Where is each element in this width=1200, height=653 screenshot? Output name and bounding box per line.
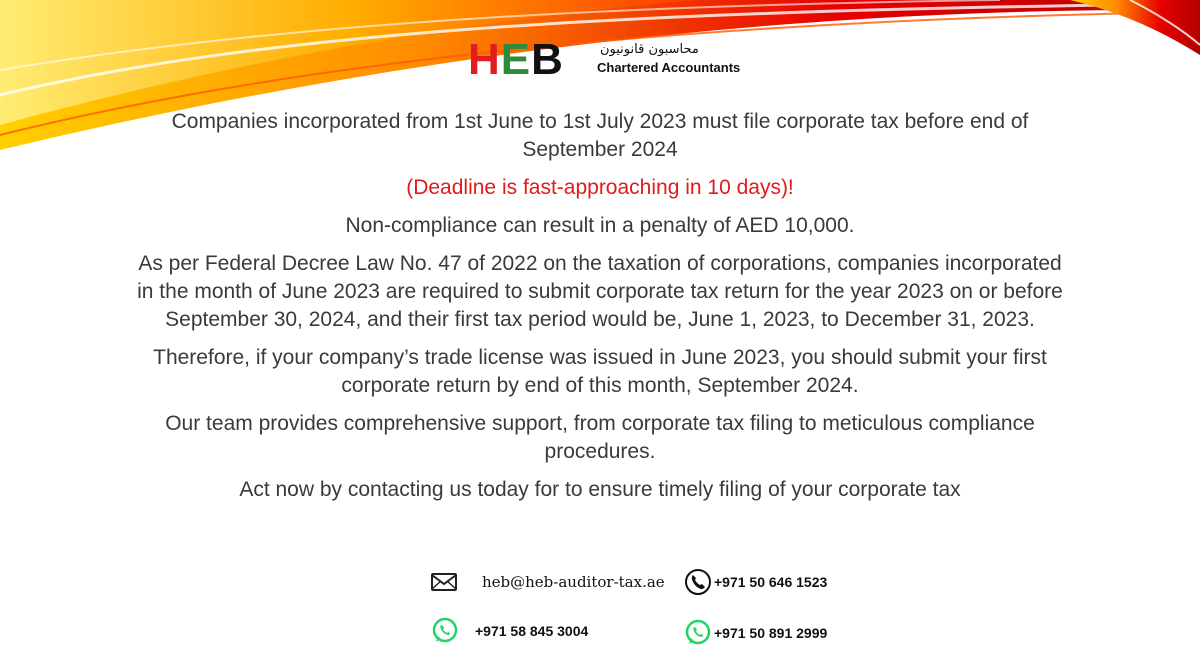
- logo-mark: [468, 35, 564, 84]
- logo-letter-b: B: [531, 35, 564, 84]
- whatsapp-number-2: +971 50 891 2999: [714, 625, 828, 641]
- penalty-note: Non-compliance can result in a penalty of AED 10,000.: [345, 214, 855, 237]
- whatsapp-contact-1[interactable]: [431, 617, 588, 645]
- logo-letter-h: H: [468, 35, 501, 84]
- logo-subtitle: Chartered Accountants: [597, 60, 741, 75]
- whatsapp-number-1: +971 58 845 3004: [475, 623, 589, 639]
- envelope-icon: [430, 568, 458, 596]
- heb-logo: [468, 35, 768, 84]
- logo-letter-e: E: [500, 35, 532, 84]
- whatsapp-contact-2[interactable]: [684, 619, 827, 647]
- email-address: heb@heb-auditor-tax.ae: [482, 573, 665, 591]
- headline: Companies incorporated from 1st June to 1st July 2023 must file corporate tax before end of September 2024: [171, 110, 1029, 161]
- email-contact[interactable]: [430, 568, 665, 596]
- law-paragraph: As per Federal Decree Law No. 47 of 2022 on the taxation of corporations, companies incorporated in the month of June 2023 are required to submit corporate tax return for the year 2023 on or before September 30, 2024, and their first tax period would be, June 1, 2023, to December 31, 2023.: [137, 252, 1063, 331]
- phone-number: +971 50 646 1523: [714, 574, 828, 590]
- whatsapp-icon: [431, 617, 459, 645]
- announcement-body: [130, 108, 1070, 514]
- logo-arabic-text: محاسبون قانونيون: [600, 42, 699, 57]
- phone-icon: [684, 568, 712, 596]
- call-to-action: Act now by contacting us today for to ensure timely filing of your corporate tax: [239, 478, 961, 501]
- whatsapp-icon: [684, 619, 712, 647]
- deadline-alert: (Deadline is fast-approaching in 10 days)!: [406, 176, 794, 199]
- therefore-paragraph: Therefore, if your company’s trade license was issued in June 2023, you should submit your first corporate return by end of this month, September 2024.: [153, 346, 1047, 397]
- phone-contact[interactable]: [684, 568, 827, 596]
- support-paragraph: Our team provides comprehensive support, from corporate tax filing to meticulous compliance procedures.: [165, 412, 1035, 463]
